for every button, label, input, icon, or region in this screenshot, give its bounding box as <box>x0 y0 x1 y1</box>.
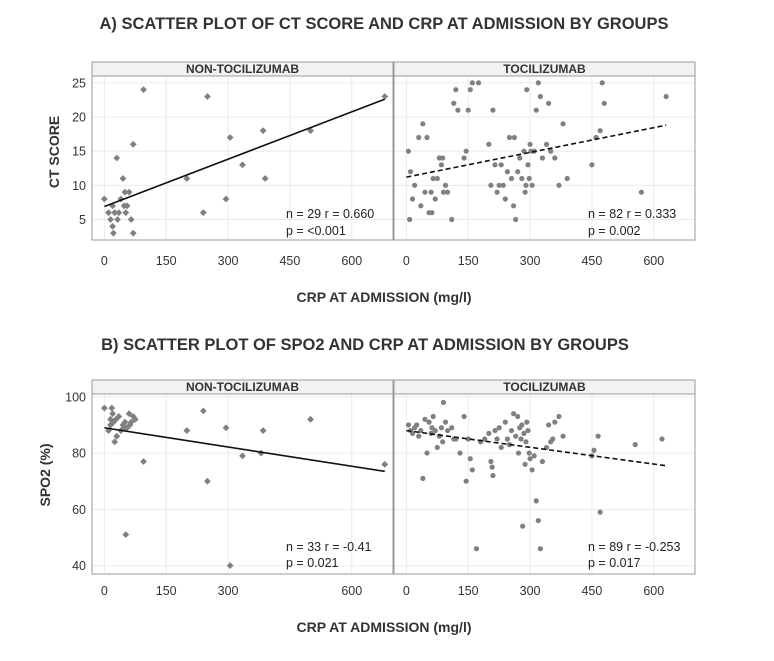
chart-a-panel-non-tocilizumab <box>92 62 393 268</box>
annotation-line-2: p = 0.002 <box>588 224 641 238</box>
data-point <box>602 101 607 106</box>
data-point <box>439 162 444 167</box>
data-point <box>494 436 499 441</box>
data-point <box>200 209 207 216</box>
data-point <box>527 176 532 181</box>
data-point <box>565 176 570 181</box>
data-point <box>524 87 529 92</box>
data-point <box>512 135 517 140</box>
data-point <box>381 461 388 468</box>
data-point <box>523 439 528 444</box>
data-point <box>410 196 415 201</box>
data-point <box>527 450 532 455</box>
data-point <box>513 217 518 222</box>
annotation-line-1: n = 89 r = -0.253 <box>588 540 681 554</box>
data-point <box>420 121 425 126</box>
data-point <box>509 176 514 181</box>
data-point <box>552 420 557 425</box>
data-point <box>507 135 512 140</box>
data-point <box>464 479 469 484</box>
data-point <box>412 183 417 188</box>
y-tick-label: 80 <box>72 446 86 461</box>
data-point <box>538 94 543 99</box>
data-point <box>523 190 528 195</box>
strip-label: TOCILIZUMAB <box>503 62 586 76</box>
data-point <box>598 510 603 515</box>
data-point <box>509 428 514 433</box>
chart-b-xlabel: CRP AT ADMISSION (mg/l) <box>296 619 472 635</box>
data-point <box>122 209 129 216</box>
data-point <box>596 434 601 439</box>
data-point <box>505 436 510 441</box>
chart-a-title: A) SCATTER PLOT OF CT SCORE AND CRP AT ADMISSION BY GROUPS <box>99 15 669 33</box>
data-point <box>525 162 530 167</box>
data-point <box>453 87 458 92</box>
annotation-line-1: n = 82 r = 0.333 <box>588 207 677 221</box>
data-point <box>589 162 594 167</box>
strip-label: TOCILIZUMAB <box>503 380 586 394</box>
data-point <box>130 141 137 148</box>
data-point <box>416 434 421 439</box>
data-point <box>591 448 596 453</box>
chart-b-panel-non-tocilizumab <box>92 380 393 598</box>
data-point <box>451 101 456 106</box>
data-point <box>260 427 267 434</box>
data-point <box>101 405 108 412</box>
data-point <box>262 175 269 182</box>
data-point <box>140 86 147 93</box>
data-point <box>486 142 491 147</box>
data-point <box>440 439 445 444</box>
annotation-line-1: n = 33 r = -0.41 <box>286 540 372 554</box>
data-point <box>519 422 524 427</box>
data-point <box>113 433 120 440</box>
data-point <box>530 183 535 188</box>
data-point <box>464 149 469 154</box>
y-tick-label: 40 <box>72 559 86 574</box>
data-point <box>457 450 462 455</box>
data-point <box>435 445 440 450</box>
x-tick-label: 0 <box>100 254 108 268</box>
data-point <box>511 203 516 208</box>
data-point <box>534 108 539 113</box>
chart-a-panel-tocilizumab <box>394 62 695 268</box>
data-point <box>418 203 423 208</box>
data-point <box>494 190 499 195</box>
data-point <box>488 183 493 188</box>
data-point <box>515 414 520 419</box>
data-point <box>440 155 445 160</box>
data-point <box>524 420 529 425</box>
x-tick-label: 0 <box>402 254 410 268</box>
data-point <box>426 420 431 425</box>
regression-line <box>104 99 384 206</box>
data-point <box>516 450 521 455</box>
data-point <box>470 80 475 85</box>
data-point <box>515 169 520 174</box>
x-tick-label: 450 <box>581 584 603 598</box>
data-point <box>115 209 122 216</box>
data-point <box>110 230 117 237</box>
data-point <box>598 128 603 133</box>
data-point <box>431 414 436 419</box>
x-tick-label: 0 <box>100 584 108 598</box>
data-point <box>486 431 491 436</box>
x-tick-label: 600 <box>341 254 363 268</box>
data-point <box>433 196 438 201</box>
annotation-line-2: p = 0.017 <box>588 556 641 570</box>
data-point <box>429 190 434 195</box>
data-point <box>490 108 495 113</box>
data-point <box>128 216 135 223</box>
data-point <box>499 162 504 167</box>
data-point <box>633 442 638 447</box>
data-point <box>429 210 434 215</box>
data-point <box>518 436 523 441</box>
data-point <box>532 453 537 458</box>
x-tick-label: 600 <box>341 584 363 598</box>
x-tick-label: 150 <box>457 584 479 598</box>
data-point <box>443 420 448 425</box>
data-point <box>260 127 267 134</box>
annotation-line-1: n = 29 r = 0.660 <box>286 207 375 221</box>
data-point <box>109 410 116 417</box>
data-point <box>120 175 127 182</box>
x-tick-label: 450 <box>581 254 603 268</box>
data-point <box>556 414 561 419</box>
data-point <box>111 438 118 445</box>
data-point <box>540 155 545 160</box>
data-point <box>455 108 460 113</box>
data-point <box>140 458 147 465</box>
x-tick-label: 300 <box>519 254 541 268</box>
data-point <box>407 217 412 222</box>
data-point <box>424 450 429 455</box>
data-point <box>449 425 454 430</box>
data-point <box>476 80 481 85</box>
data-point <box>433 428 438 433</box>
data-point <box>492 162 497 167</box>
data-point <box>200 407 207 414</box>
x-tick-label: 300 <box>519 584 541 598</box>
data-point <box>519 176 524 181</box>
chart-a-ylabel: CT SCORE <box>46 115 62 189</box>
strip-label: NON-TOCILIZUMAB <box>185 62 300 76</box>
data-point <box>466 108 471 113</box>
data-point <box>505 169 510 174</box>
data-point <box>130 230 137 237</box>
data-point <box>560 434 565 439</box>
x-tick-label: 450 <box>279 254 301 268</box>
data-point <box>520 524 525 529</box>
data-point <box>416 135 421 140</box>
data-point <box>534 498 539 503</box>
x-tick-label: 0 <box>402 584 410 598</box>
x-tick-label: 300 <box>217 584 239 598</box>
data-point <box>307 416 314 423</box>
chart-a-xlabel: CRP AT ADMISSION (mg/l) <box>296 289 472 305</box>
x-tick-label: 300 <box>217 254 239 268</box>
data-point <box>414 422 419 427</box>
data-point <box>474 546 479 551</box>
data-point <box>523 183 528 188</box>
data-point <box>490 465 495 470</box>
data-point <box>536 518 541 523</box>
strip-label: NON-TOCILIZUMAB <box>185 380 300 394</box>
data-point <box>639 190 644 195</box>
data-point <box>659 436 664 441</box>
data-point <box>499 445 504 450</box>
y-tick-label: 15 <box>72 144 86 159</box>
data-point <box>600 80 605 85</box>
x-tick-label: 600 <box>643 254 665 268</box>
data-point <box>461 155 466 160</box>
data-point <box>552 155 557 160</box>
data-point <box>544 142 549 147</box>
data-point <box>204 93 211 100</box>
data-point <box>105 209 112 216</box>
data-point <box>381 93 388 100</box>
x-tick-label: 150 <box>155 584 177 598</box>
regression-line <box>406 431 666 466</box>
y-tick-label: 5 <box>79 213 86 227</box>
data-point <box>101 196 108 203</box>
data-point <box>525 428 530 433</box>
data-point <box>527 142 532 147</box>
data-point <box>560 121 565 126</box>
data-point <box>517 155 522 160</box>
data-point <box>239 161 246 168</box>
y-tick-label: 10 <box>72 178 86 193</box>
annotation-line-2: p = <0.001 <box>286 224 346 238</box>
data-point <box>114 216 121 223</box>
data-point <box>530 467 535 472</box>
data-point <box>550 436 555 441</box>
chart-b <box>37 336 695 635</box>
data-point <box>497 425 502 430</box>
data-point <box>204 478 211 485</box>
data-point <box>503 420 508 425</box>
y-tick-label: 100 <box>65 390 86 405</box>
data-point <box>556 183 561 188</box>
data-point <box>441 400 446 405</box>
data-point <box>468 456 473 461</box>
y-tick-label: 60 <box>72 502 86 517</box>
data-point <box>523 462 528 467</box>
data-point <box>468 87 473 92</box>
data-point <box>113 155 120 162</box>
data-point <box>536 80 541 85</box>
data-point <box>664 94 669 99</box>
data-point <box>503 196 508 201</box>
y-tick-label: 20 <box>72 110 86 125</box>
chart-b-title: B) SCATTER PLOT OF SPO2 AND CRP AT ADMISSION BY GROUPS <box>101 336 629 354</box>
data-point <box>488 459 493 464</box>
data-point <box>422 190 427 195</box>
data-point <box>420 476 425 481</box>
y-tick-label: 25 <box>72 76 86 91</box>
data-point <box>513 434 518 439</box>
data-point <box>183 427 190 434</box>
data-point <box>449 217 454 222</box>
data-point <box>109 223 116 230</box>
data-point <box>546 101 551 106</box>
data-point <box>406 149 411 154</box>
data-point <box>501 183 506 188</box>
data-point <box>424 135 429 140</box>
data-point <box>406 422 411 427</box>
chart-b-panel-tocilizumab <box>394 380 695 598</box>
x-tick-label: 150 <box>457 254 479 268</box>
annotation-line-2: p = 0.021 <box>286 556 339 570</box>
data-point <box>470 467 475 472</box>
x-tick-label: 600 <box>643 584 665 598</box>
data-point <box>443 183 448 188</box>
data-point <box>122 531 129 538</box>
data-point <box>538 546 543 551</box>
data-point <box>490 473 495 478</box>
data-point <box>126 189 133 196</box>
data-point <box>107 216 114 223</box>
data-point <box>435 176 440 181</box>
chart-a <box>46 15 695 305</box>
data-point <box>108 405 115 412</box>
chart-b-ylabel: SPO2 (%) <box>37 443 53 507</box>
data-point <box>461 414 466 419</box>
x-tick-label: 150 <box>155 254 177 268</box>
data-point <box>439 425 444 430</box>
data-point <box>408 169 413 174</box>
regression-line <box>104 428 384 472</box>
data-point <box>445 190 450 195</box>
data-point <box>546 422 551 427</box>
data-point <box>540 459 545 464</box>
